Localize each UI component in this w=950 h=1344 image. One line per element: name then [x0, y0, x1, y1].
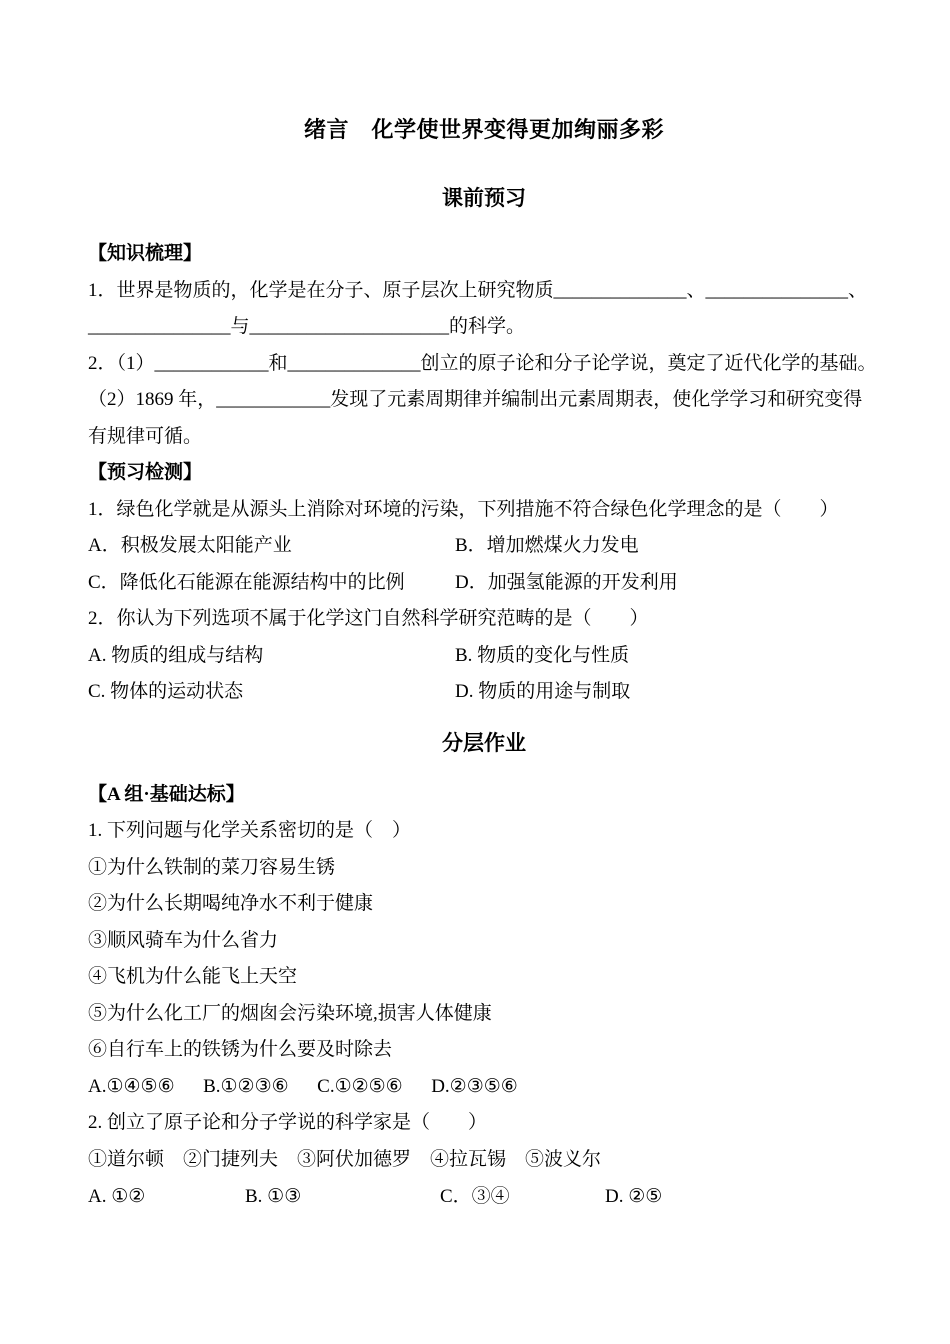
knowledge-q1-line1: 1．世界是物质的，化学是在分子、原子层次上研究物质______________、_______________、 [88, 279, 868, 301]
pretest-q1-option-a: A．积极发展太阳能产业 [88, 535, 292, 556]
group-a-label: 【A 组·基础达标】 [88, 783, 245, 805]
doc-title: 绪言 化学使世界变得更加绚丽多彩 [303, 117, 664, 142]
pretest-label: 【预习检测】 [88, 462, 203, 483]
group-a-q1-item-5: ⑤为什么化工厂的烟囱会污染环境,损害人体健康 [88, 1002, 492, 1024]
pretest-q1-option-c: C．降低化石能源在能源结构中的比例 [88, 571, 405, 593]
group-a-q1-answer-choices: A.①④⑤⑥ B.①②③⑥ C.①②⑤⑥ D.②③⑤⑥ [88, 1075, 518, 1097]
group-a-q1-item-2: ②为什么长期喝纯净水不利于健康 [88, 893, 374, 914]
pretest-q2-options-cd [88, 674, 880, 711]
group-a-q1-item-3: ③顺风骑车为什么省力 [88, 929, 279, 951]
group-a-q2-option-d: D. ②⑤ [605, 1186, 663, 1207]
pretest-q2-option-c: C. 物体的运动状态 [88, 681, 244, 702]
pretest-q1-stem: 1．绿色化学就是从源头上消除对环境的污染，下列措施不符合绿色化学理念的是（ ） [88, 498, 839, 520]
group-a-q1-item-4: ④飞机为什么能飞上天空 [88, 966, 298, 987]
knowledge-q2-line2: （2）1869 年，____________发现了元素周期律并编制出元素周期表，使化学学习和研究变得 [88, 389, 863, 410]
knowledge-q2-line1: 2．（1）____________和______________创立的原子论和分子论学说，奠定了近代化学的基础。 [88, 352, 877, 374]
group-a-q2-scientists: ①道尔顿 ②门捷列夫 ③阿伏加德罗 ④拉瓦锡 ⑤波义尔 [88, 1148, 602, 1170]
pretest-q1-options-ab [88, 528, 880, 565]
pretest-q2-option-b: B. 物质的变化与性质 [455, 644, 630, 666]
section-heading-pre-class: 课前预习 [442, 186, 526, 210]
pretest-q1-option-d: D．加强氢能源的开发利用 [455, 571, 678, 593]
group-a-q1-item-6: ⑥自行车上的铁锈为什么要及时除去 [88, 1039, 393, 1060]
section-heading-layered-homework: 分层作业 [442, 730, 526, 755]
pretest-q2-stem: 2．你认为下列选项不属于化学这门自然科学研究范畴的是（ ） [88, 608, 649, 629]
group-a-q1-item-1: ①为什么铁制的菜刀容易生锈 [88, 856, 336, 878]
knowledge-outline-label: 【知识梳理】 [88, 243, 203, 264]
group-a-q1-stem: 1. 下列问题与化学关系密切的是（ ） [88, 820, 412, 841]
pretest-q2-option-a: A. 物质的组成与结构 [88, 644, 264, 666]
group-a-q2-option-b: B. ①③ [245, 1186, 302, 1207]
group-a-q2-option-a: A. ①② [88, 1186, 146, 1207]
knowledge-q1-line2: _______________与_____________________的科学。 [88, 316, 526, 337]
group-a-q2-stem: 2. 创立了原子论和分子学说的科学家是（ ） [88, 1112, 488, 1133]
pretest-q2-option-d: D. 物质的用途与制取 [455, 681, 631, 702]
group-a-q2-option-c: C．③④ [440, 1186, 510, 1207]
pretest-q2-options-ab [88, 638, 880, 675]
pretest-q1-options-cd [88, 565, 880, 602]
pretest-q1-option-b: B．增加燃煤火力发电 [455, 535, 639, 556]
knowledge-q2-line3: 有规律可循。 [88, 425, 203, 447]
group-a-q2-answer-choices [88, 1178, 880, 1215]
